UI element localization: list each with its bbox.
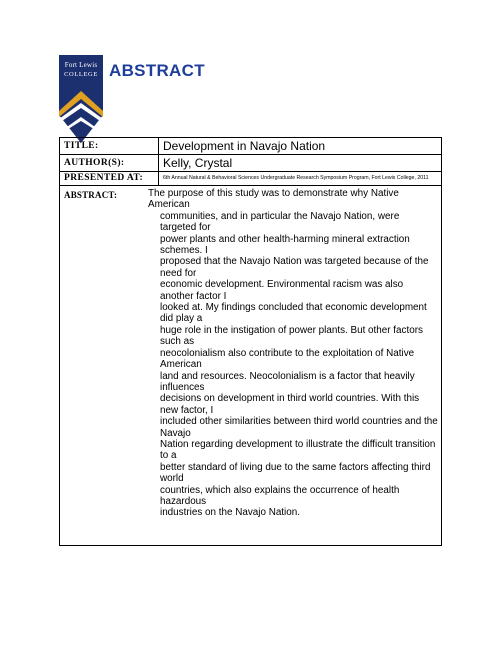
abstract-line: countries, which also explains the occurrence of health hazardous <box>160 484 400 507</box>
abstract-line: industries on the Navajo Nation. <box>160 507 300 519</box>
title-label: TITLE: <box>64 141 99 151</box>
abstract-label: ABSTRACT: <box>64 190 118 200</box>
abstract-line: included other similarities between third world countries and the Navajo <box>160 416 438 439</box>
abstract-line: Nation regarding development to illustrate the difficult transition to a <box>160 438 436 462</box>
abstract-line: proposed that the Navajo Nation was targeted because of the need for <box>160 256 429 279</box>
fort-lewis-college-logo <box>59 55 103 143</box>
presented-label: PRESENTED AT: <box>64 173 144 183</box>
title-row <box>60 138 441 155</box>
abstract-line: The purpose of this study was to demonstrate why Native American <box>148 188 399 211</box>
abstract-line: communities, and in particular the Navajo Nation, were targeted for <box>160 210 400 234</box>
logo-line1: Fort Lewis <box>64 61 98 69</box>
abstract-line: land and resources. Neocolonialism is a factor that heavily influences <box>160 370 415 393</box>
page-title: ABSTRACT <box>109 61 205 80</box>
author-row <box>60 155 441 172</box>
abstract-line: looked at. My findings concluded that economic development did play a <box>160 302 427 325</box>
abstract-line: decisions on development in third world countries. With this new factor, I <box>160 393 420 416</box>
title-value: Development in Navajo Nation <box>163 139 326 153</box>
abstract-form <box>59 137 442 546</box>
author-label: AUTHOR(S): <box>64 158 125 168</box>
abstract-line: huge role in the instigation of power plants. But other factors such as <box>160 324 423 348</box>
logo-line2: COLLEGE <box>64 71 98 78</box>
abstract-line: economic development. Environmental racism was also another factor I <box>160 279 404 302</box>
abstract-line: power plants and other health-harming mineral extraction schemes. I <box>160 233 410 257</box>
author-value: Kelly, Crystal <box>163 156 233 170</box>
abstract-line: neocolonialism also contribute to the exploitation of Native American <box>160 347 415 371</box>
abstract-line: better standard of living due to the same factors affecting third world <box>160 461 431 485</box>
presented-value: 6th Annual Natural & Behavioral Sciences Undergraduate Research Symposium Program, Fort Lewis College, 2011 <box>163 175 429 181</box>
presented-row <box>60 172 441 186</box>
abstract-body <box>136 188 438 519</box>
